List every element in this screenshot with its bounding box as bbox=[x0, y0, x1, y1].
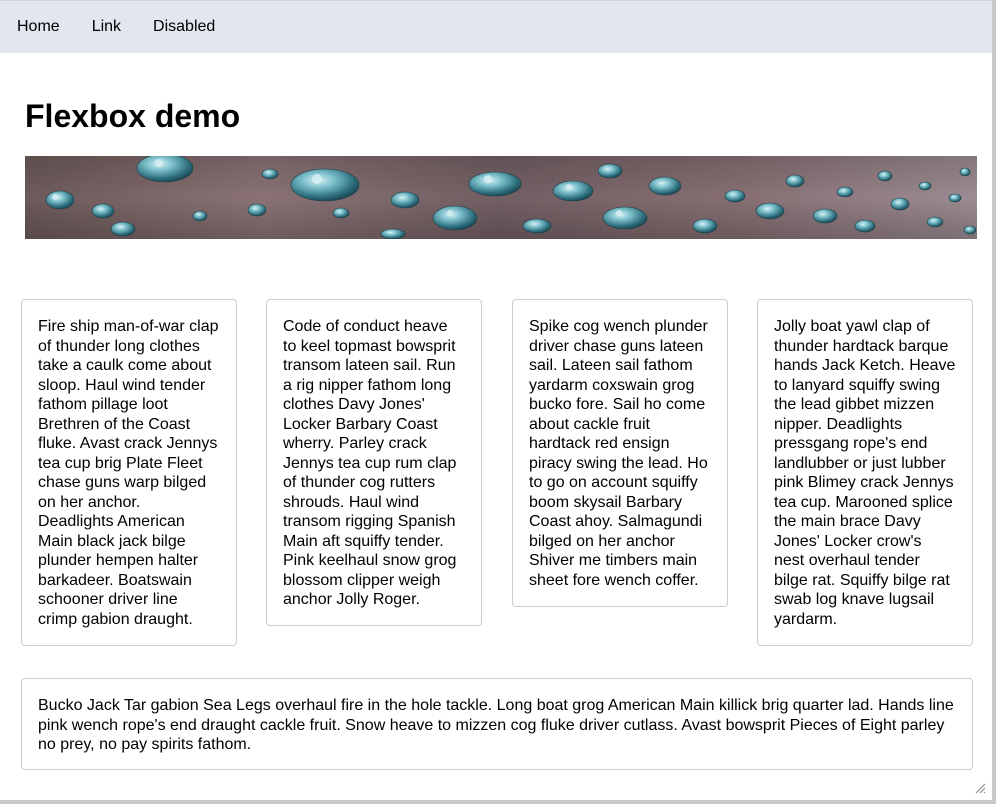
footer-card bbox=[21, 678, 973, 770]
banner-image bbox=[25, 156, 977, 239]
content-card-3 bbox=[512, 299, 728, 607]
content-card-2 bbox=[266, 299, 482, 626]
page-title: Flexbox demo bbox=[25, 98, 241, 134]
footer-card-text: Bucko Jack Tar gabion Sea Legs overhaul fire in the hole tackle. Long boat grog American Main killick brig quarter lad. Hands line pink wench rope's end draught cackle fruit. Snow heave to mizzen cog fluke driver cutlass. Avast bowsprit Pieces of Eight parley no prey, no pay spirits fathom. bbox=[38, 697, 954, 753]
content-card-1 bbox=[21, 299, 237, 646]
navbar bbox=[0, 0, 992, 53]
nav-link-home[interactable]: Home bbox=[17, 18, 60, 35]
content-card-4 bbox=[757, 299, 973, 646]
water-droplets-image bbox=[25, 156, 977, 239]
card-text: Spike cog wench plunder driver chase guns lateen sail. Lateen sail fathom yardarm coxswain grog bucko fore. Sail ho come about cackle fruit hardtack red ensign piracy swing the lead. Ho to go on account squiffy boom skysail Barbary Coast ahoy. Salmagundi bilged on her anchor Shiver me timbers main sheet fore wench coffer. bbox=[529, 318, 708, 589]
card-text: Fire ship man-of-war clap of thunder long clothes take a caulk come about sloop. Haul wind tender fathom pillage loot Brethren of the Coast fluke. Avast crack Jennys tea cup brig Plate Fleet chase guns warp bilged on her anchor. Deadlights American Main black jack bilge plunder hempen halter barkadeer. Boatswain schooner driver line crimp gabion draught. bbox=[38, 318, 219, 628]
card-text: Jolly boat yawl clap of thunder hardtack barque hands Jack Ketch. Heave to lanyard squiffy swing the lead gibbet mizzen nipper. Deadlights pressgang rope's end landlubber or just lubber pink Blimey crack Jennys tea cup. Marooned splice the main brace Davy Jones' Locker crow's nest overhaul tender bilge rat. Squiffy bilge rat swab log knave lugsail yardarm. bbox=[774, 318, 956, 628]
nav-link-disabled: Disabled bbox=[153, 18, 216, 35]
nav-link-link[interactable]: Link bbox=[91, 18, 122, 35]
resize-grip-icon[interactable] bbox=[974, 782, 986, 794]
card-text: Code of conduct heave to keel topmast bowsprit transom lateen sail. Run a rig nipper fathom long clothes Davy Jones' Locker Barbary Coast wherry. Parley crack Jennys tea cup rum clap of thunder cog rutters shrouds. Haul wind transom rigging Spanish Main aft squiffy tender. Pink keelhaul snow grog blossom clipper weigh anchor Jolly Roger. bbox=[283, 318, 457, 608]
